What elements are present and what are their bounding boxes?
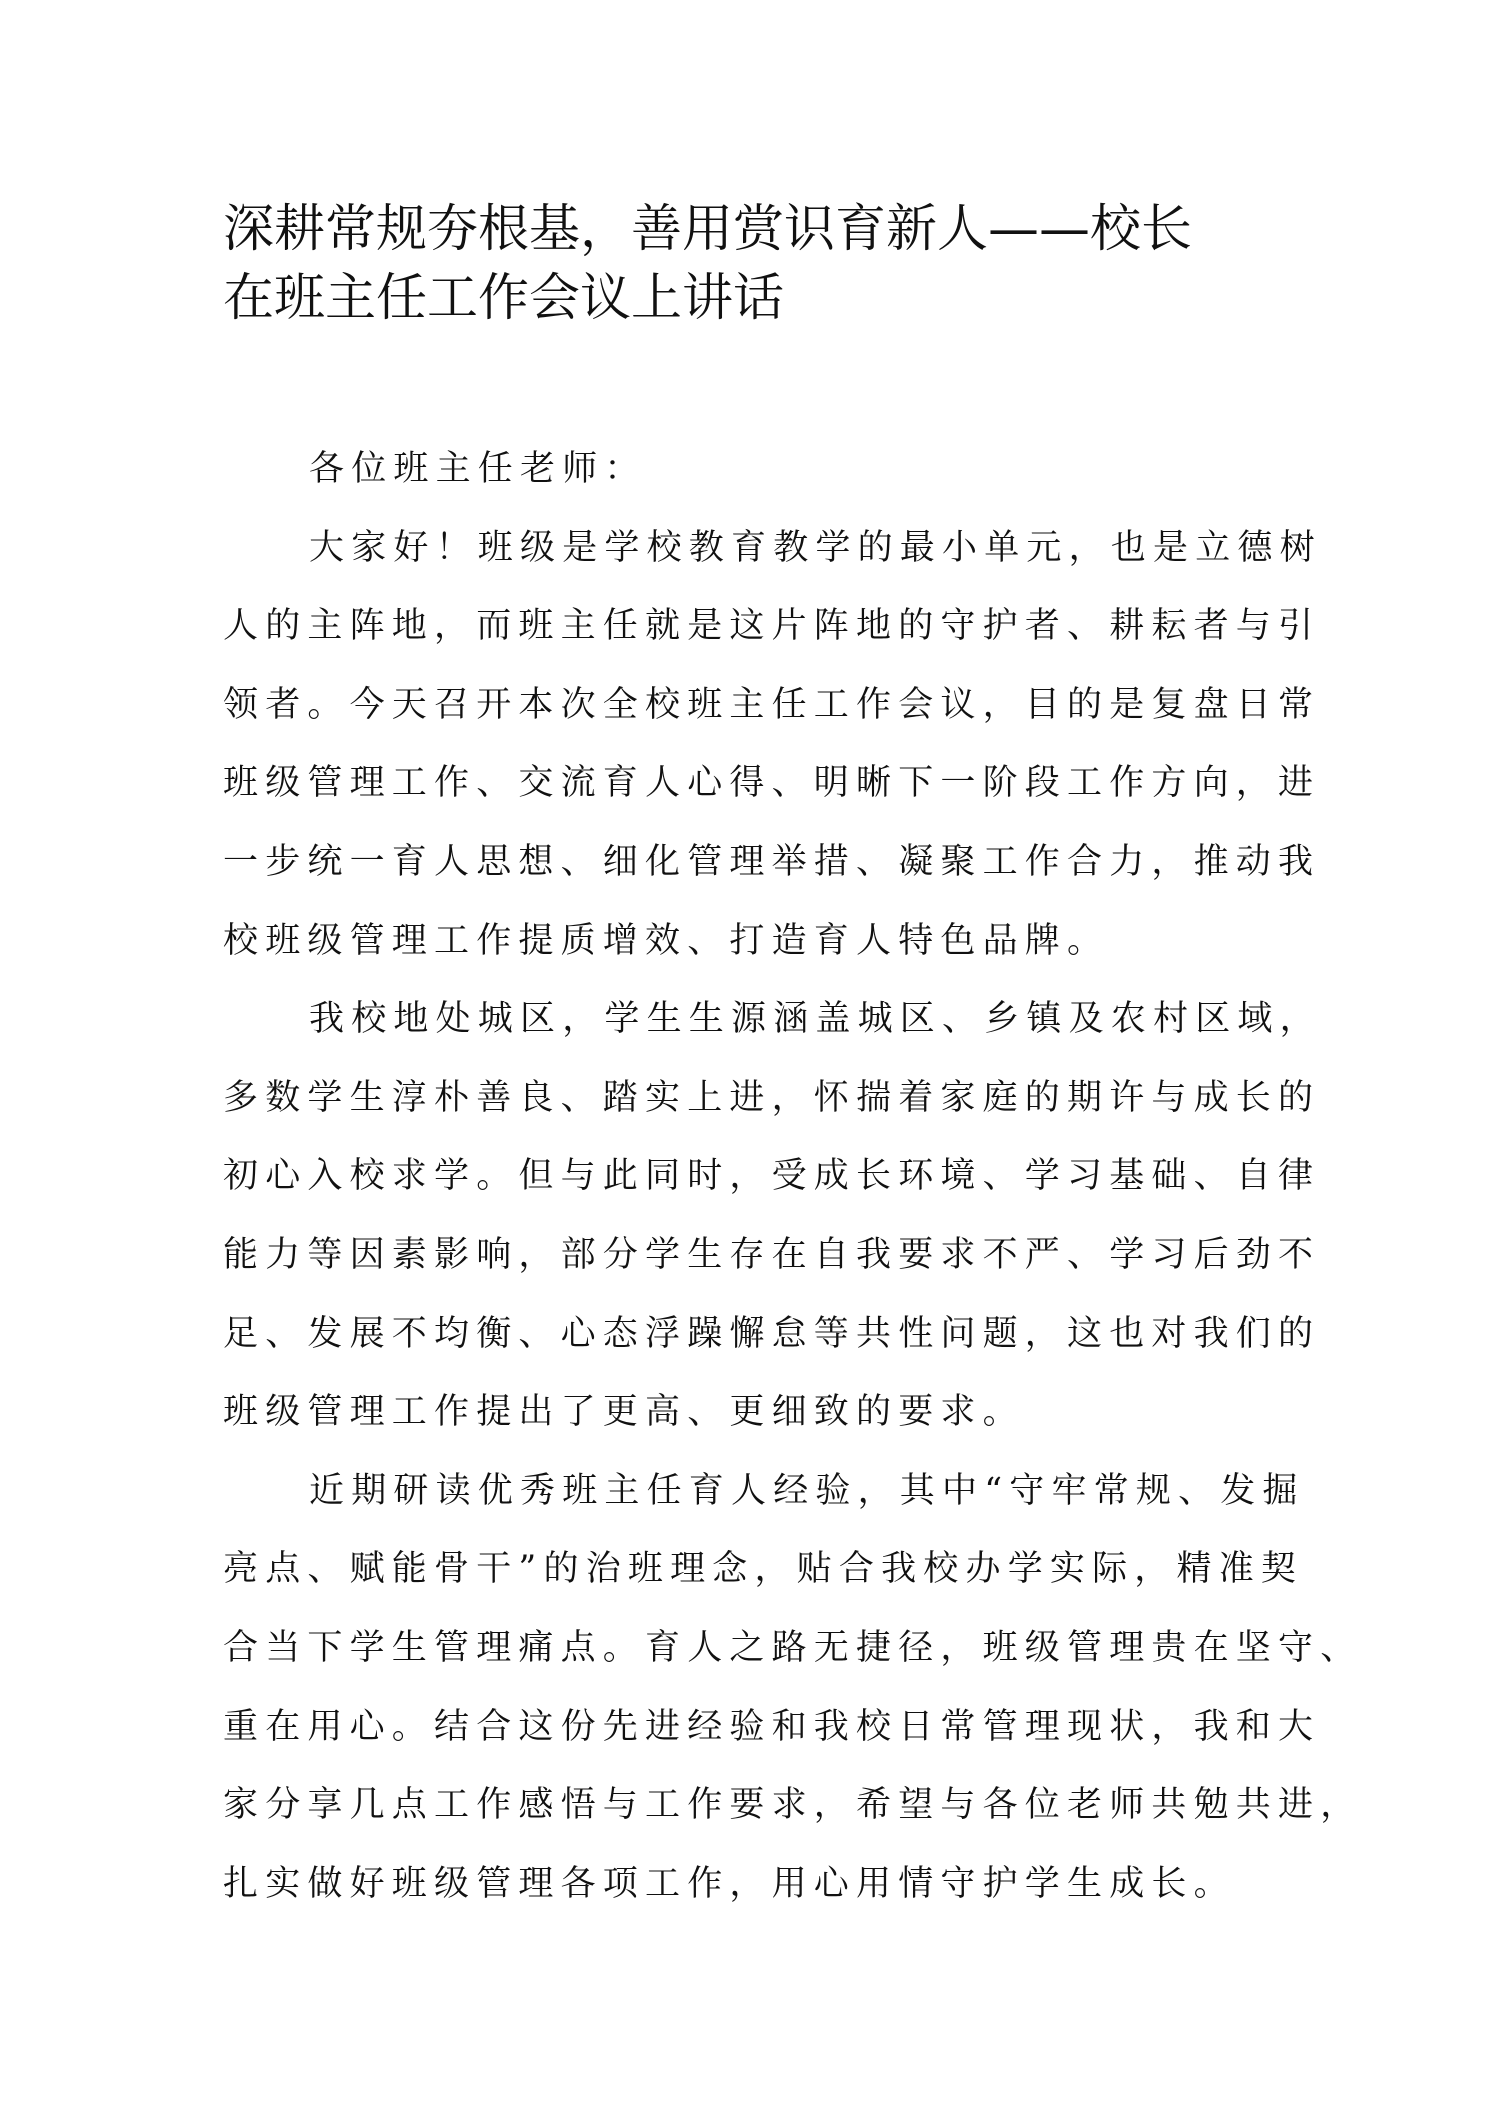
body-line: 重在用心。结合这份先进经验和我校日常管理现状，我和大: [223, 1706, 1321, 1747]
body-line: 初心入校求学。但与此同时，受成长环境、学习基础、自律: [223, 1156, 1321, 1197]
body-line: 大家好！班级是学校教育教学的最小单元，也是立德树: [309, 527, 1322, 568]
body-line: 校班级管理工作提质增效、打造育人特色品牌。: [223, 920, 1110, 961]
body-line: 班级管理工作提出了更高、更细致的要求。: [223, 1392, 1025, 1433]
body-line: 各位班主任老师：: [309, 449, 647, 489]
speech-body: [223, 430, 1363, 1923]
body-line: 一步统一育人思想、细化管理举措、凝聚工作合力，推动我: [223, 841, 1321, 882]
body-line: 人的主阵地，而班主任就是这片阵地的守护者、耕耘者与引: [223, 606, 1321, 647]
title-line-2: 在班主任工作会议上讲话: [223, 269, 785, 328]
body-line: 家分享几点工作感悟与工作要求，希望与各位老师共勉共进，: [223, 1785, 1363, 1826]
body-line: 扎实做好班级管理各项工作，用心用情守护学生成长。: [223, 1863, 1236, 1904]
body-line: 领者。今天召开本次全校班主任工作会议，目的是复盘日常: [223, 684, 1321, 725]
body-line: 能力等因素影响，部分学生存在自我要求不严、学习后劲不: [223, 1234, 1321, 1275]
body-line: 我校地处城区，学生生源涵盖城区、乡镇及农村区域，: [309, 999, 1322, 1040]
page-title: [223, 195, 1283, 333]
body-line: 亮点、赋能骨干”的治班理念，贴合我校办学实际，精准契: [223, 1549, 1304, 1590]
body-line: 近期研读优秀班主任育人经验，其中“守牢常规、发掘: [309, 1470, 1305, 1511]
title-line-1: 深耕常规夯根基，善用赏识育新人——校长: [223, 200, 1193, 259]
body-line: 合当下学生管理痛点。育人之路无捷径，班级管理贵在坚守、: [223, 1627, 1363, 1668]
body-line: 足、发展不均衡、心态浮躁懈怠等共性问题，这也对我们的: [223, 1313, 1321, 1354]
body-line: 班级管理工作、交流育人心得、明晰下一阶段工作方向，进: [223, 763, 1321, 804]
body-line: 多数学生淳朴善良、踏实上进，怀揣着家庭的期许与成长的: [223, 1077, 1321, 1118]
